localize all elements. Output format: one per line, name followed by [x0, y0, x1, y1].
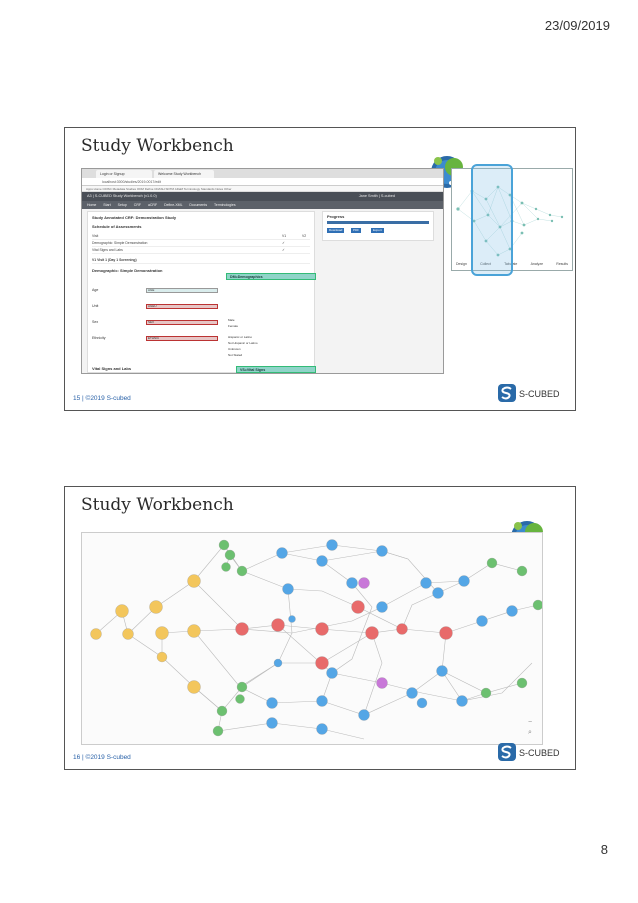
graph-nodes	[91, 540, 544, 737]
browser-tab[interactable]: Login or Signup	[96, 170, 152, 178]
field-label: Unit	[92, 304, 99, 308]
schedule-row[interactable]	[92, 240, 310, 247]
dm-domain-tag: DM=Demographics	[226, 273, 316, 280]
logo-text: S-CUBED	[519, 748, 560, 758]
tab-results[interactable]: Results	[556, 262, 568, 266]
zoom-out-icon[interactable]: −	[527, 719, 533, 726]
crf-panel	[87, 211, 315, 373]
tab-tabulate[interactable]: Tabulate	[504, 262, 518, 266]
app-header	[82, 192, 443, 201]
field-annotation: AGEU	[148, 304, 157, 308]
browser-tab[interactable]: Welcome Study Workbench	[154, 170, 214, 178]
schedule-col: V1	[282, 234, 287, 238]
graph-edges	[96, 545, 538, 739]
page-number: 8	[600, 842, 608, 857]
app-menu[interactable]: Home Start Setup CRF aCRF Define-XML Documents Terminologies	[82, 201, 443, 209]
check-icon: ✓	[282, 248, 285, 252]
app-title: A3 | S-CUBED Study Workbench (v1.0.0)	[87, 194, 157, 198]
unit-field[interactable]	[146, 304, 218, 309]
progress-bar	[327, 221, 429, 224]
workbench-screenshot	[81, 168, 444, 374]
schedule-row-label: Demographic: Simple Demonstration	[92, 241, 148, 245]
field-annotation: ETHNIC	[148, 336, 160, 340]
field-label: Age	[92, 288, 99, 292]
slide-footer: 15 | ©2019 S-cubed	[73, 395, 131, 402]
logo-text: S-CUBED	[519, 389, 560, 399]
schedule-heading: Schedule of Assessments	[92, 224, 142, 229]
progress-panel	[322, 211, 434, 241]
address-bar[interactable]: localhost:3000/studies/2019-0017/edit	[82, 178, 443, 186]
s-cubed-logo	[497, 381, 567, 405]
tab-design[interactable]: Design	[456, 262, 467, 266]
app-user[interactable]: Jane Smith | S-cubed	[358, 194, 395, 198]
slide-title: Study Workbench	[81, 495, 234, 515]
collect-highlight	[471, 164, 513, 276]
field-annotation: AGE	[148, 288, 155, 292]
tab-collect[interactable]: Collect	[480, 262, 491, 266]
check-icon: ✓	[282, 241, 285, 245]
progress-heading: Progress	[327, 214, 345, 219]
vs-domain-tag: VS=Vital Signs	[236, 366, 316, 373]
schedule-row[interactable]	[92, 247, 310, 254]
slide-16	[64, 486, 576, 770]
download-button[interactable]: Download	[329, 228, 343, 232]
schedule-col: V2	[302, 234, 307, 238]
option[interactable]: Unknown	[228, 347, 241, 351]
slide-title: Study Workbench	[81, 136, 234, 156]
slide-footer: 16 | ©2019 S-cubed	[73, 754, 131, 761]
visit-line[interactable]: V1 Visit 1 (Day 1 Screening)	[92, 257, 310, 264]
bookmarks-bar: Apps Home CDISC Metadata Studies ODM Define CDASH SDTM ADaM Terminology Standards Notes Other	[82, 186, 443, 192]
field-label: Ethnicity	[92, 336, 106, 340]
option[interactable]: Hispanic or Latino	[228, 335, 253, 339]
sex-field[interactable]	[146, 320, 218, 325]
option[interactable]: Not Hispanic or Latino	[228, 341, 258, 345]
knowledge-graph[interactable]	[82, 533, 543, 745]
tab-analyze[interactable]: Analyze	[530, 262, 544, 266]
zoom-fit-icon[interactable]: ⌕	[528, 729, 532, 736]
field-label: Sex	[92, 320, 99, 324]
schedule-header-row	[92, 233, 310, 240]
slide-15	[64, 127, 576, 411]
field-annotation: SEX	[148, 320, 155, 324]
schedule-col: Visit	[92, 234, 99, 238]
age-field[interactable]	[146, 288, 218, 293]
export-button[interactable]: Export	[373, 228, 382, 232]
pdf-button[interactable]: PDF	[353, 228, 359, 232]
s-cubed-logo	[497, 740, 567, 764]
page-date: 23/09/2019	[544, 18, 610, 33]
knowledge-graph-view	[81, 532, 543, 745]
crf-heading: Study Annotated CRF: Demonstration Study	[92, 215, 177, 220]
option[interactable]: Not Stated	[228, 353, 243, 357]
browser-tabs	[82, 169, 443, 178]
option[interactable]: Male	[228, 318, 235, 322]
option[interactable]: Female	[228, 324, 239, 328]
form-heading: Demographic: Simple Demonstration	[92, 268, 163, 273]
zoom-controls	[524, 718, 536, 738]
section-footer: Vital Signs and Labs	[92, 366, 132, 371]
schedule-row-label: Vital Signs and Labs	[92, 248, 123, 252]
